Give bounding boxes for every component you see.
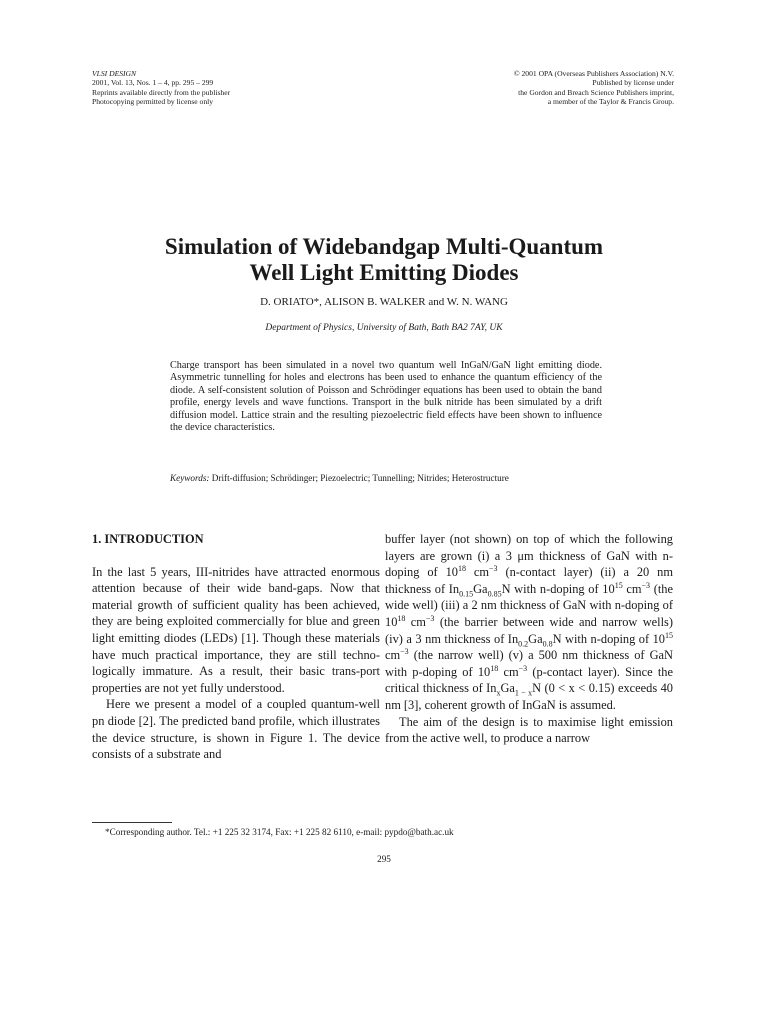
subscript: 0.15	[459, 589, 474, 599]
authors: D. ORIATO*, ALISON B. WALKER and W. N. WANG	[260, 296, 508, 308]
affiliation: Department of Physics, University of Bath, Bath BA2 7AY, UK	[265, 323, 503, 333]
right-column	[385, 531, 673, 747]
photocopying-note: Photocopying permitted by license only	[92, 97, 214, 107]
journal-citation: 2001, Vol. 13, Nos. 1 – 4, pp. 295 – 299	[92, 78, 214, 88]
reprints-note: Reprints available directly from the publisher	[92, 87, 231, 97]
license-line: Published by license under	[592, 78, 674, 88]
title-line-2: Well Light Emitting Diodes	[249, 260, 519, 285]
superscript: 18	[490, 663, 499, 673]
text-run: (n-contact layer) (ii) a 20 nm thickness of In	[385, 565, 674, 596]
keywords	[170, 473, 509, 483]
superscript: −3	[641, 580, 651, 590]
subscript: 0.8	[542, 639, 553, 649]
paragraph-layers	[385, 531, 673, 714]
unit: cm	[622, 581, 642, 596]
text-run: N (0 < x < 0.15) exceeds 40 nm [3], coherent growth of InGaN is assumed.	[385, 681, 673, 712]
imprint-line: the Gordon and Breach Science Publishers imprint,	[518, 87, 674, 97]
superscript: −3	[518, 663, 528, 673]
paragraph: Here we present a model of a coupled quantum-well pn diode [2]. The predicted band profile, which illustrates the device structure, is shown in Figure 1. The device consists of a substrate and	[92, 697, 380, 762]
superscript: −3	[425, 613, 435, 623]
paragraph: In the last 5 years, III-nitrides have attracted enormous attention because of their wide band-gaps. Now that material growth of sufficient quality has been achieved, they are being exploited commercially for blue and green light emitting diodes (LEDs) [1]. Though these materials have much practical importance, they are still techno-logically immature. As a result, their basic trans-port properties are not yet fully understood.	[92, 564, 380, 695]
unit: cm	[498, 664, 519, 679]
superscript: −3	[400, 647, 409, 657]
page-number: 295	[377, 854, 391, 864]
journal-header-left	[92, 69, 230, 107]
text-run: Ga	[500, 681, 515, 696]
superscript: 15	[665, 630, 673, 640]
publisher-header-right	[514, 69, 674, 107]
copyright-line: © 2001 OPA (Overseas Publishers Association) N.V.	[513, 69, 674, 78]
keywords-list: Drift-diffusion; Schrödinger; Piezoelectric; Tunnelling; Nitrides; Heterostructure	[211, 473, 509, 483]
member-line: a member of the Taylor & Francis Group.	[547, 97, 674, 107]
title-line-1: Simulation of Widebandgap Multi-Quantum	[164, 234, 604, 259]
superscript: 18	[457, 564, 466, 574]
text-run: (p-contact layer). Since the critical thickness of In	[385, 664, 673, 696]
keywords-label: Keywords:	[170, 473, 210, 483]
subscript: 1 − x	[514, 688, 533, 698]
paragraph: The aim of the design is to maximise light emission from the active well, to produce a narrow	[385, 714, 673, 746]
text-run: buffer layer (not shown) on top of which the following layers are grown (i) a 3 μm thickness of GaN with n-doping of 10	[385, 532, 673, 580]
journal-name: VLSI DESIGN	[92, 69, 137, 78]
text-run: Ga	[528, 631, 543, 646]
subscript: 0.85	[487, 589, 502, 599]
paper-title	[0, 234, 768, 286]
footnote-divider	[92, 822, 172, 823]
abstract: Charge transport has been simulated in a novel two quantum well InGaN/GaN light emitting diode. Asymmetric tunnelling for holes and electrons has been used to enhance the quantum efficiency of the diode. A self-consistent solution of Poisson and Schrödinger equations has been used to obtain the band profile, energy levels and wave functions. Transport in the bulk nitride has been simulated by a drift diffusion model. Lattice strain and the resulting piezoelectric field effects have been shown to influence the device characteristics.	[170, 360, 602, 434]
text-run: N with n-doping of 10	[552, 631, 665, 646]
section-heading: 1. INTRODUCTION	[92, 532, 204, 546]
text-run: (the narrow well) (v) a 500 nm thickness of GaN with p-doping of 10	[385, 648, 673, 679]
unit: cm	[405, 614, 426, 629]
superscript: 15	[614, 580, 623, 590]
superscript: 18	[397, 613, 406, 623]
superscript: −3	[489, 564, 498, 574]
left-column	[92, 531, 380, 763]
footnote: *Corresponding author. Tel.: +1 225 32 3174, Fax: +1 225 82 6110, e-mail: pypdo@bath.ac.uk	[105, 827, 454, 837]
text-run: Ga	[473, 581, 488, 596]
unit: cm	[385, 648, 401, 663]
text-run: N with n-doping of 10	[501, 581, 615, 596]
unit: cm	[465, 565, 490, 580]
text-run: (the barrier between wide and narrow wells) (iv) a 3 nm thickness of In	[385, 614, 673, 646]
subscript: 0.2	[518, 639, 529, 649]
text-run: (the wide well) (iii) a 2 nm thickness of GaN with n-doping of 10	[385, 581, 673, 629]
subscript: x	[496, 688, 501, 698]
